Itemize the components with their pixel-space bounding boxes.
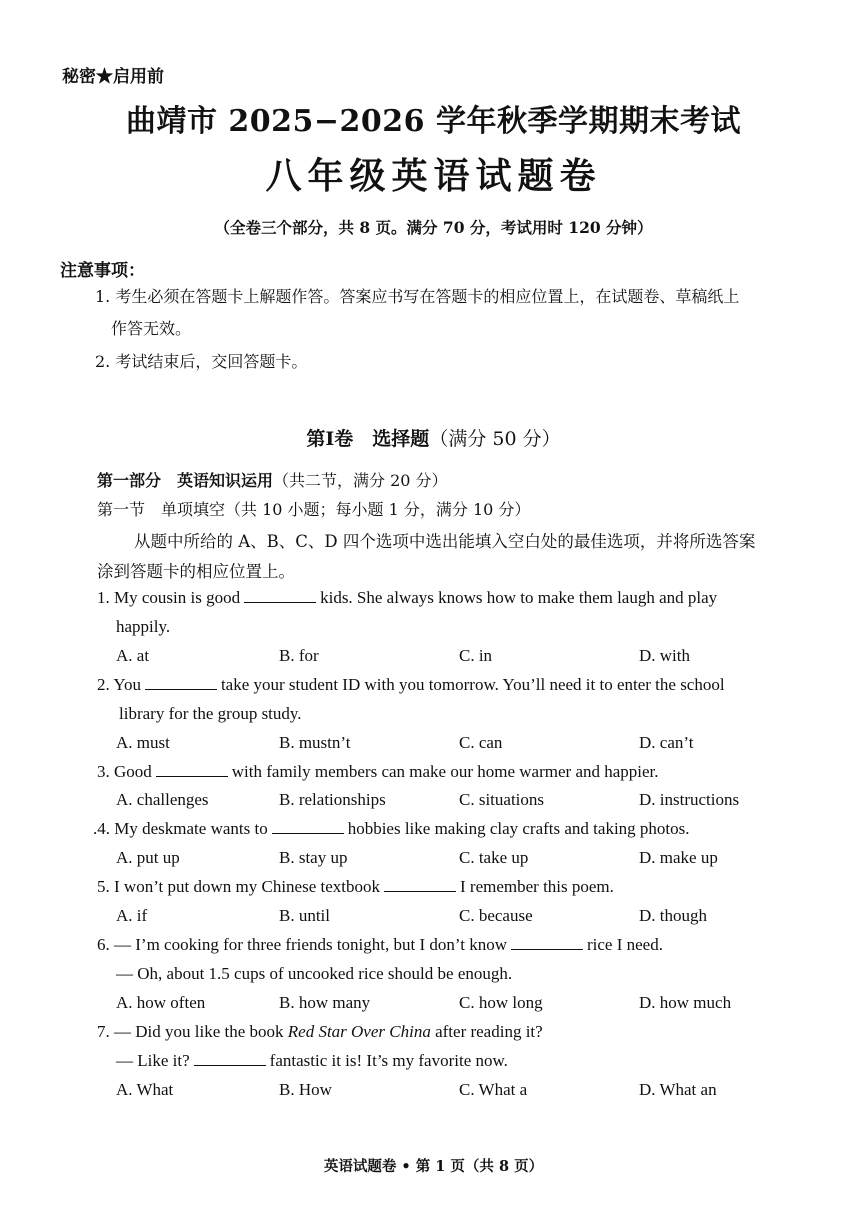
- option: D. make up: [639, 848, 718, 867]
- part-heading: [97, 468, 448, 491]
- option: D. can’t: [639, 733, 694, 752]
- question-text: 2. You: [97, 675, 141, 694]
- subsection-heading: 第一节 单项填空（共 10 小题；每小题 1 分，满分 10 分）: [97, 500, 531, 519]
- section-title-score: （满分 50 分）: [429, 428, 561, 450]
- option: B. mustn’t: [279, 733, 351, 752]
- option: D. instructions: [639, 790, 740, 809]
- option: C. What a: [459, 1080, 528, 1099]
- secret-label: 秘密★启用前: [62, 67, 164, 87]
- option: B. How: [279, 1080, 332, 1099]
- section-title-bold: 第Ⅰ卷 选择题: [306, 428, 430, 450]
- part-heading-score: （共二节，满分 20 分）: [273, 471, 448, 490]
- notice-item-1-cont: 作答无效。: [111, 319, 192, 338]
- answer-blank: [244, 588, 316, 603]
- question-text: hobbies like making clay crafts and taking photos.: [347, 819, 690, 838]
- section-title: [0, 424, 867, 451]
- question-text: 1. My cousin is good: [97, 588, 241, 607]
- paper-title: 八年级英语试题卷: [265, 155, 602, 197]
- option: D. though: [639, 906, 707, 925]
- option: C. can: [459, 733, 503, 752]
- question-1-cont: happily.: [116, 617, 171, 636]
- option: A. What: [116, 1080, 174, 1099]
- option: C. in: [459, 646, 493, 665]
- option: B. until: [279, 906, 331, 925]
- question-text: rice I need.: [586, 935, 663, 954]
- option: B. stay up: [279, 848, 348, 867]
- option: C. because: [459, 906, 533, 925]
- option: D. how much: [639, 993, 732, 1012]
- option: C. how long: [459, 993, 543, 1012]
- question-text: kids. She always knows how to make them laugh and play: [320, 588, 718, 607]
- book-title: Red Star Over China: [287, 1022, 431, 1041]
- question-6: [97, 935, 663, 955]
- notice-item-1: 1. 考生必须在答题卡上解题作答。答案应书写在答题卡的相应位置上，在试题卷、草稿纸上: [95, 287, 740, 306]
- question-text: .4. My deskmate wants to: [93, 819, 268, 838]
- option: B. how many: [279, 993, 371, 1012]
- option: D. with: [639, 646, 690, 665]
- question-2-cont: library for the group study.: [119, 704, 302, 723]
- option: A. if: [116, 906, 148, 925]
- question-text: after reading it?: [430, 1022, 543, 1041]
- question-text: — Like it?: [116, 1051, 190, 1070]
- option: A. must: [116, 733, 170, 752]
- instruction-line-2: 涂到答题卡的相应位置上。: [97, 562, 295, 581]
- option: C. take up: [459, 848, 529, 867]
- question-text: I remember this poem.: [460, 877, 614, 896]
- option: A. put up: [116, 848, 180, 867]
- option: C. situations: [459, 790, 545, 809]
- question-text: with family members can make our home warmer and happier.: [231, 762, 659, 781]
- question-2: [97, 675, 725, 695]
- question-6-reply: — Oh, about 1.5 cups of uncooked rice should be enough.: [116, 964, 513, 983]
- question-3: [97, 762, 659, 782]
- option: A. how often: [116, 993, 206, 1012]
- option: A. challenges: [116, 790, 209, 809]
- option: B. relationships: [279, 790, 386, 809]
- notice-heading: 注意事项：: [60, 261, 145, 281]
- part-heading-bold: 第一部分 英语知识运用: [97, 471, 274, 490]
- question-7-reply: [116, 1051, 508, 1071]
- question-7: [97, 1022, 543, 1042]
- instruction-line-1: 从题中所给的 A、B、C、D 四个选项中选出能填入空白处的最佳选项，并将所选答案: [134, 532, 756, 551]
- question-5: [97, 877, 614, 897]
- answer-blank: [156, 762, 228, 777]
- answer-blank: [194, 1051, 266, 1066]
- answer-blank: [511, 935, 583, 950]
- question-text: 6. — I’m cooking for three friends tonight, but I don’t know: [97, 935, 507, 954]
- paper-note: （全卷三个部分，共 8 页。满分 70 分，考试用时 120 分钟）: [214, 218, 653, 237]
- answer-blank: [145, 675, 217, 690]
- notice-item-2: 2. 考试结束后，交回答题卡。: [95, 352, 308, 371]
- answer-blank: [384, 877, 456, 892]
- question-text: 3. Good: [97, 762, 152, 781]
- page-footer: 英语试题卷 • 第 1 页（共 8 页）: [323, 1158, 544, 1175]
- question-text: take your student ID with you tomorrow. You’ll need it to enter the school: [220, 675, 725, 694]
- question-4: [93, 819, 690, 839]
- answer-blank: [272, 819, 344, 834]
- question-1: [97, 588, 717, 608]
- option: B. for: [279, 646, 319, 665]
- option: D. What an: [639, 1080, 717, 1099]
- question-text: fantastic it is! It’s my favorite now.: [269, 1051, 508, 1070]
- question-text: 7. — Did you like the book: [97, 1022, 288, 1041]
- exam-title: 曲靖市 2025−2026 学年秋季学期期末考试: [125, 104, 742, 139]
- question-text: 5. I won’t put down my Chinese textbook: [97, 877, 380, 896]
- option: A. at: [116, 646, 150, 665]
